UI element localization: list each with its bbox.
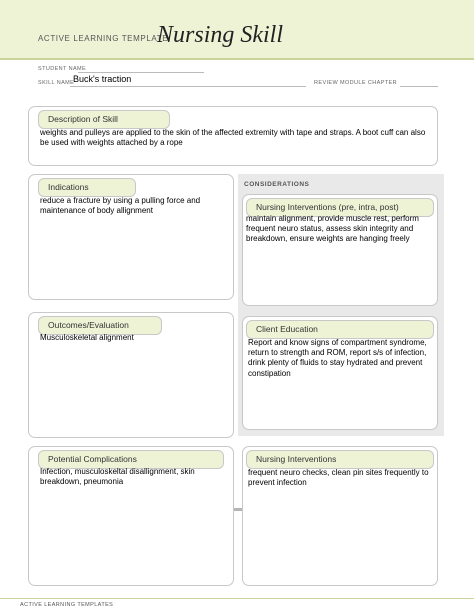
outcomes-text[interactable]: Musculoskeletal alignment (40, 333, 134, 342)
skill-name-label: SKILL NAME (38, 80, 75, 86)
client-education-text[interactable]: Report and know signs of compartment syndrome, return to strength and ROM, report s/s of infection, drink plenty of fluids to stay hydrated and prevent constipation (248, 338, 427, 378)
header-divider (0, 58, 474, 60)
considerations-label: CONSIDERATIONS (244, 181, 310, 188)
skill-name-value[interactable]: Buck's traction (73, 74, 132, 84)
interventions-text[interactable]: frequent neuro checks, clean pin sites frequently to prevent infection (248, 468, 429, 488)
indications-tab: Indications (38, 178, 136, 197)
interventions-periop-tab: Nursing Interventions (pre, intra, post) (246, 198, 434, 217)
interventions-periop-text[interactable]: maintain alignment, provide muscle rest, perform frequent neuro status, assess skin integrity and breakdown, ensure weights are hanging freely (246, 214, 419, 244)
description-text[interactable]: weights and pulleys are applied to the skin of the affected extremity with tape and straps. A boot cuff can also be used with weights attached by a rope (40, 128, 426, 148)
template-title: Nursing Skill (157, 22, 284, 48)
complications-text[interactable]: Infection, musculoskeltal disallignment, skin breakdown, pneumonia (40, 467, 195, 487)
student-name-underline (78, 72, 204, 73)
skill-name-underline (70, 86, 306, 87)
description-tab: Description of Skill (38, 110, 170, 129)
outcomes-tab: Outcomes/Evaluation (38, 316, 162, 335)
footer-divider (0, 598, 474, 599)
student-name-label: STUDENT NAME (38, 66, 87, 72)
review-module-underline (400, 86, 438, 87)
review-module-label: REVIEW MODULE CHAPTER (314, 80, 397, 86)
complications-tab: Potential Complications (38, 450, 224, 469)
interventions-tab: Nursing Interventions (246, 450, 434, 469)
client-education-tab: Client Education (246, 320, 434, 339)
template-prefix: ACTIVE LEARNING TEMPLATE: (38, 34, 171, 43)
indications-text[interactable]: reduce a fracture by using a pulling force and maintenance of body allignment (40, 196, 201, 216)
footer-text: ACTIVE LEARNING TEMPLATES (20, 602, 114, 608)
